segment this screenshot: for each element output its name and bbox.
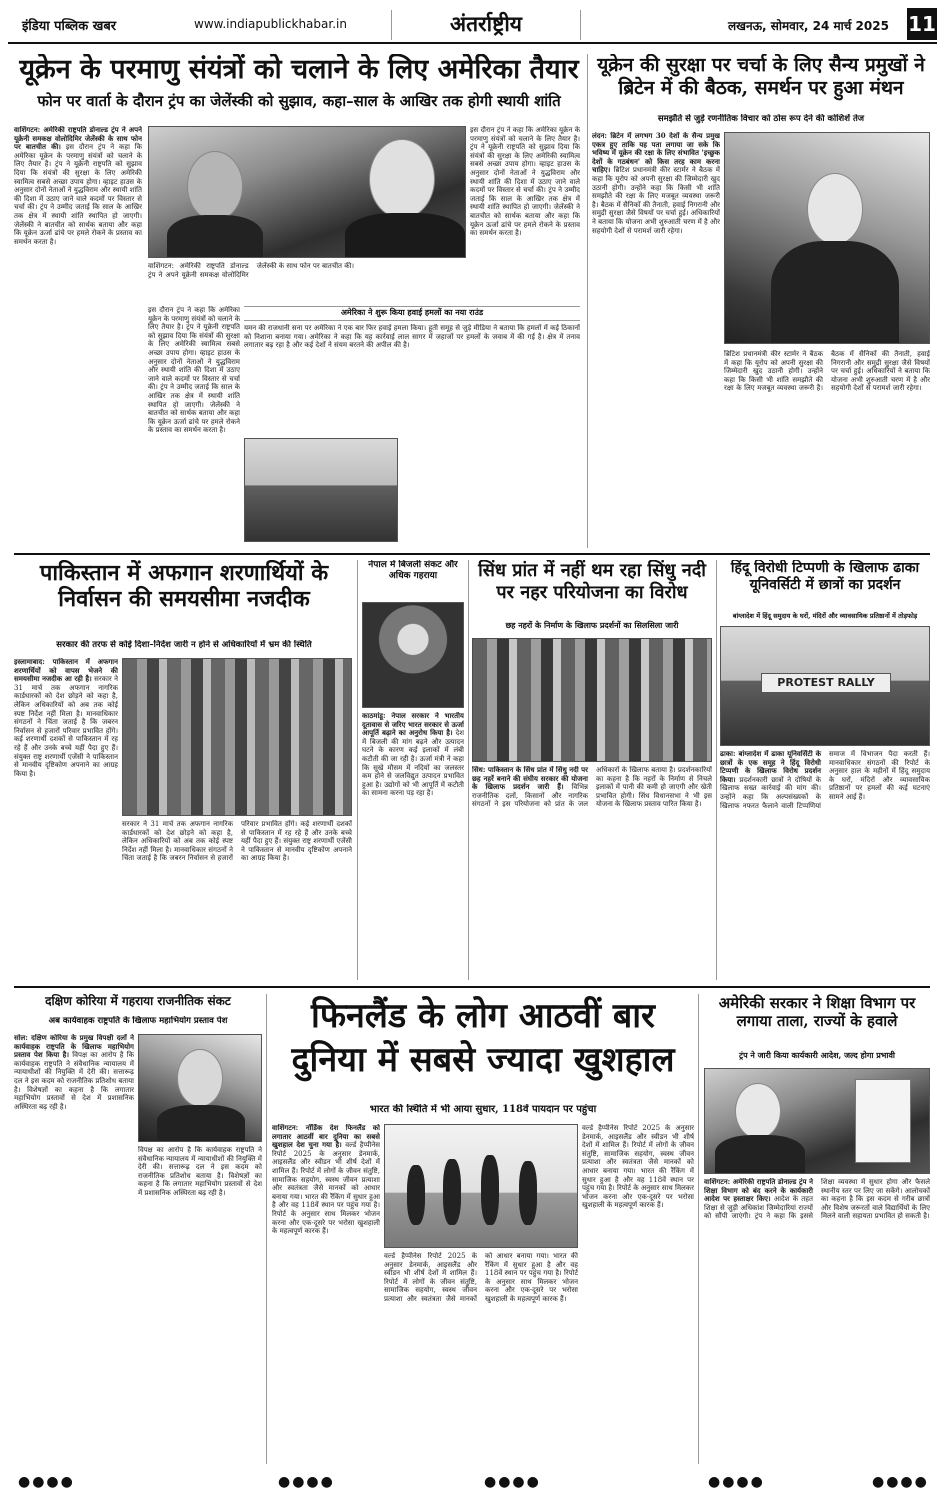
footer-dots-3: ●●●● [484,1474,541,1490]
story6-text [720,750,930,980]
story8-text-under-photo [384,1252,578,1464]
story5-header [472,560,712,618]
story3-lead: इस्लामाबाद: पाकिस्तान में अफगान शरणार्थियों को वापस भेजने की समयसीमा नजदीक आ रही है। [14,658,118,684]
story7-text-col [14,1034,134,1464]
story3-subhead: सरकार की तरफ से कोई दिशा–निर्देश जारी न होने से अधिकारियों में भ्रम की स्थिति [56,640,312,650]
story6-lead: ढाका: बांग्लादेश में ढाका यूनिवर्सिटी के छात्रों के एक समूह ने हिंदू विरोधी टिप्पणी के खिलाफ विरोध प्रदर्शन किया। [720,750,821,784]
footer-dots-2: ●●●● [278,1474,335,1490]
story7-body-cont: विपक्ष का आरोप है कि कार्यवाहक राष्ट्रपति ने संवैधानिक न्यायालय में न्यायाधीशों की नियुक्ति में देरी की। सत्तारूढ़ दल ने इस कदम को राजनीतिक प्रतिशोध बताया है। विशेषज्ञों का कहना है कि लगातार महाभियोग प्रस्तावों से देश में प्रशासनिक अस्थिरता बढ़ रही है। [138,1146,262,1197]
dateline: लखनऊ, सोमवार, 24 मार्च 2025 [728,19,889,33]
divider-h-2 [14,986,930,988]
inset1-photo [244,438,398,542]
story6-photo [720,626,930,746]
story1-text-under-photo [148,262,466,302]
divider-v-mid-2 [468,560,469,980]
story1-body-under: वाशिंगटन: अमेरिकी राष्ट्रपति डोनाल्ड ट्रंप ने अपने यूक्रेनी समकक्ष वोलोदिमिर जेलेंस्की के साथ फोन पर बातचीत की। [148,262,355,279]
story2-text-col [592,132,720,546]
footer-dots-4: ●●●● [708,1474,765,1490]
photo-person-2 [443,1159,461,1225]
footer-dots-1: ●●●● [18,1474,75,1490]
story3-photo [122,658,352,816]
photo-signed-order [855,1079,911,1163]
story3-body: सरकार ने 31 मार्च तक अफगान नागरिक कार्डधारकों को देश छोड़ने को कहा है, लेकिन अधिकारियों को अब तक कोई स्पष्ट निर्देश नहीं मिला है। मानवाधिकार संगठनों ने चिंता जताई है कि जबरन निर्वासन से हजारों परिवार प्रभावित होंगे। कई शरणार्थी दशकों से पाकिस्तान में रह रहे हैं और उनके बच्चे यहीं पैदा हुए हैं। संयुक्त राष्ट्र शरणार्थी एजेंसी ने पाकिस्तान से मानवीय दृष्टिकोण अपनाने का आग्रह किया है। [14,675,118,778]
photo-president-body [715,1135,805,1174]
story1-text-col-3 [148,306,240,546]
story1-lead: वाशिंगटन: अमेरिकी राष्ट्रपति डोनाल्ड ट्रंप ने अपने यूक्रेनी समकक्ष वोलोदिमिर जेलेंस्की के साथ फोन पर बातचीत की। [14,126,142,152]
website-link[interactable]: www.indiapublickhabar.in [194,17,347,31]
story1-text-col [14,126,142,546]
page-header [8,6,937,44]
story1-body: इस दौरान ट्रंप ने कहा कि अमेरिका यूक्रेन के परमाणु संयंत्रों को चलाने के लिए तैयार है। ट्रंप ने यूक्रेनी राष्ट्रपति को सुझाव दिया कि संयंत्रों की सुरक्षा के लिए अमेरिकी स्वामित्व सबसे अच्छा उपाय होगा। व्हाइट हाउस के अनुसार दोनों नेताओं ने युद्धविराम और स्थायी शांति की दिशा में उठाए जाने वाले कदमों पर विस्तार से चर्चा की। ट्रंप ने उम्मीद जताई कि साल के आखिर तक क्षेत्र में स्थायी शांति स्थापित हो जाएगी। जेलेंस्की ने बातचीत को सार्थक बताया और कहा कि यूक्रेन ऊर्जा ढांचे पर हमले रोकने के प्रस्ताव का समर्थन करता है। [14,143,142,246]
story4-text-col [362,712,464,980]
photo-figure-left [187,151,243,221]
story8-photo [384,1124,578,1248]
inset1 [244,306,580,548]
story7-lead: सोल: दक्षिण कोरिया के प्रमुख विपक्षी दलों ने कार्यवाहक राष्ट्रपति के खिलाफ महाभियोग प्रस्ताव पेश किया है। [14,1034,134,1060]
story9-body: आदेश के तहत शिक्षा से जुड़ी अधिकांश जिम्मेदारियां राज्यों को सौंपी जाएंगी। ट्रंप ने कहा कि इससे शिक्षा व्यवस्था में सुधार होगा और फैसले स्थानीय स्तर पर लिए जा सकेंगे। आलोचकों का कहना है कि इस कदम से गरीब छात्रों और विशेष जरूरतों वाले विद्यार्थियों के लिए मिलने वाली सहायता प्रभावित हो सकती है। [704,1178,930,1221]
story3-headline: पाकिस्तान में अफगान शरणार्थियों के निर्वासन की समयसीमा नजदीक [39,560,329,613]
story4-photo [362,602,464,708]
story1-photo [148,126,466,258]
story4-body: देश में बिजली की मांग बढ़ने और उत्पादन घटने के कारण कई इलाकों में लंबी कटौती की जा रही है। ऊर्जा मंत्री ने कहा कि सूखे मौसम में नदियों का जलस्तर कम होने से जलविद्युत उत्पादन प्रभावित हुआ है। उद्योगों को भी आपूर्ति में कटौती का सामना करना पड़ रहा है। [362,729,464,798]
inset1-body: यमन की राजधानी सना पर अमेरिका ने एक बार फिर हवाई हमला किया। हूती समूह से जुड़े मीडिया ने बताया कि हमलों में कई ठिकानों को निशाना बनाया गया। अमेरिका ने कहा कि यह कार्रवाई लाल सागर में जहाजों पर हमलों के जवाब में की गई है। क्षेत्र में तनाव लगातार बढ़ रहा है और कई देशों ने संयम बरतने की अपील की है। [244,324,580,350]
story9-headline: अमेरिकी सरकार ने शिक्षा विभाग पर लगाया ताला, राज्यों के हवाले [718,994,916,1030]
story1-headline: यूक्रेन के परमाणु संयंत्रों को चलाने के लिए अमेरिका तैयार [19,54,579,85]
divider-v-top [587,54,588,548]
story3-text-col [14,658,118,980]
photo-figure-right-body [345,213,465,258]
story7-header [14,994,262,1014]
story2-text-under-photo [724,350,930,546]
photo-president [735,1083,781,1139]
story8-body-cont: वर्ल्ड हैप्पीनेस रिपोर्ट 2025 के अनुसार डेनमार्क, आइसलैंड और स्वीडन भी शीर्ष देशों में शामिल हैं। रिपोर्ट में लोगों के जीवन संतुष्टि, सामाजिक सहयोग, स्वस्थ जीवन प्रत्याशा और स्वतंत्रता जैसे मानकों को आधार बनाया गया। भारत की रैंकिंग में सुधार हुआ है और वह 118वें स्थान पर पहुंच गया है। रिपोर्ट के अनुसार साथ मिलकर भोजन करना और एक-दूसरे पर भरोसा खुशहाली के महत्वपूर्ण कारक हैं। [384,1252,578,1303]
story9-text [704,1178,930,1464]
story6-body: प्रदर्शनकारी छात्रों ने दोषियों के खिलाफ सख्त कार्रवाई की मांग की। उन्होंने कहा कि अल्पसंख्यकों के खिलाफ नफरत फैलाने वाली टिप्पणियां समाज में विभाजन पैदा करती हैं। मानवाधिकार संगठनों की रिपोर्ट के अनुसार हाल के महीनों में हिंदू समुदाय के घरों, मंदिरों और व्यावसायिक प्रतिष्ठानों पर हमलों की कई घटनाएं सामने आई हैं। [720,750,930,810]
story2-body-cont: ब्रिटिश प्रधानमंत्री कीर स्टार्मर ने बैठक में कहा कि यूरोप को अपनी सुरक्षा की जिम्मेदारी खुद उठानी होगी। उन्होंने कहा कि किसी भी शांति समझौते की रक्षा के लिए मजबूत व्यवस्था जरूरी है। बैठक में सैनिकों की तैनाती, हवाई निगरानी और समुद्री सुरक्षा जैसे विषयों पर चर्चा हुई। अधिकारियों ने बताया कि योजना अभी शुरुआती चरण में है और सहयोगी देशों से परामर्श जारी रहेगा। [724,350,930,393]
story7-subhead: अब कार्यवाहक राष्ट्रपति के खिलाफ महाभियोग प्रस्ताव पेश [48,1016,228,1026]
footer-dots-5: ●●●● [872,1474,929,1490]
story6-subhead: बांग्लादेश में हिंदू समुदाय के घरों, मंदिरों और व्यावसायिक प्रतिष्ठानों में तोड़फोड़ [732,612,918,620]
paper-name: इंडिया पब्लिक खबर [22,19,117,34]
inset1-title: अमेरिका ने शुरू किया हवाई हमलों का नया राउंड [244,307,580,321]
section-title: अंतर्राष्ट्रीय [391,10,581,40]
story4-headline: नेपाल में बिजली संकट और अधिक गहराया [368,560,458,581]
protest-banner: PROTEST RALLY [761,673,891,693]
photo-official-body [157,1105,245,1142]
story2-photo [724,132,930,344]
story9-photo [704,1068,930,1174]
page-number: 11 [907,8,937,40]
divider-v-bot-1 [266,994,267,1464]
photo-person-1 [407,1165,425,1225]
story7-text-col-2 [138,1146,262,1464]
photo-official [177,1049,223,1107]
story8-subhead: भारत की स्थिति में भी आया सुधार, 118वें पायदान पर पहुंचा [369,1104,597,1115]
story8-header [272,994,694,1100]
story3-header [14,560,354,638]
story7-headline: दक्षिण कोरिया में गहराया राजनीतिक संकट [45,994,231,1008]
story8-lead: वाशिंगटन: नॉर्डिक देश फिनलैंड को लगातार आठवीं बार दुनिया का सबसे खुशहाल देश चुना गया है। [272,1124,380,1150]
story5-body: विभिन्न राजनीतिक दलों, किसानों और नागरिक संगठनों ने इस परियोजना को प्रांत के जल अधिकारों के खिलाफ बताया है। प्रदर्शनकारियों का कहना है कि नहरों के निर्माण से निचले इलाकों में पानी की कमी हो जाएगी और खेती प्रभावित होगी। सिंध विधानसभा ने भी इस योजना के खिलाफ प्रस्ताव पारित किया है। [472,766,712,809]
story8-text-col-right [582,1124,694,1464]
story6-header [720,560,930,614]
divider-h-1 [14,553,930,555]
story4-lead: काठमांडू: नेपाल सरकार ने भारतीय दूतावास से जरिए भारत सरकार से ऊर्जा आपूर्ति बढ़ाने का अनुरोध किया है। [362,712,464,738]
story5-subhead: छह नहरों के निर्माण के खिलाफ प्रदर्शनों का सिलसिला जारी [505,620,679,630]
photo-speaker [807,173,863,245]
story1-header [14,54,584,120]
story5-lead: सिंध: पाकिस्तान के सिंध प्रांत में सिंधु नदी पर छह नहरें बनाने की संघीय सरकार की योजना के खिलाफ प्रदर्शन जारी हैं। [472,766,588,792]
story3-body-cont: सरकार ने 31 मार्च तक अफगान नागरिक कार्डधारकों को देश छोड़ने को कहा है, लेकिन अधिकारियों को अब तक कोई स्पष्ट निर्देश नहीं मिला है। मानवाधिकार संगठनों ने चिंता जताई है कि जबरन निर्वासन से हजारों परिवार प्रभावित होंगे। कई शरणार्थी दशकों से पाकिस्तान में रह रहे हैं और उनके बच्चे यहीं पैदा हुए हैं। संयुक्त राष्ट्र शरणार्थी एजेंसी ने पाकिस्तान से मानवीय दृष्टिकोण अपनाने का आग्रह किया है। [122,820,352,863]
photo-person-3 [481,1155,499,1225]
story5-photo [472,638,712,762]
story1-body-cont: इस दौरान ट्रंप ने कहा कि अमेरिका यूक्रेन के परमाणु संयंत्रों को चलाने के लिए तैयार है। ट्रंप ने यूक्रेनी राष्ट्रपति को सुझाव दिया कि संयंत्रों की सुरक्षा के लिए अमेरिकी स्वामित्व सबसे अच्छा उपाय होगा। व्हाइट हाउस के अनुसार दोनों नेताओं ने युद्धविराम और स्थायी शांति की दिशा में उठाए जाने वाले कदमों पर विस्तार से चर्चा की। ट्रंप ने उम्मीद जताई कि साल के आखिर तक क्षेत्र में स्थायी शांति स्थापित हो जाएगी। जेलेंस्की ने बातचीत को सार्थक बताया और कहा कि यूक्रेन ऊर्जा ढांचे पर हमले रोकने के प्रस्ताव का समर्थन करता है। [470,126,580,238]
story6-headline: हिंदू विरोधी टिप्पणी के खिलाफ ढाका यूनिवर्सिटी में छात्रों का प्रदर्शन [730,560,920,593]
story1-body-col3: इस दौरान ट्रंप ने कहा कि अमेरिका यूक्रेन के परमाणु संयंत्रों को चलाने के लिए तैयार है। ट्रंप ने यूक्रेनी राष्ट्रपति को सुझाव दिया कि संयंत्रों की सुरक्षा के लिए अमेरिकी स्वामित्व सबसे अच्छा उपाय होगा। व्हाइट हाउस के अनुसार दोनों नेताओं ने युद्धविराम और स्थायी शांति की दिशा में उठाए जाने वाले कदमों पर विस्तार से चर्चा की। ट्रंप ने उम्मीद जताई कि साल के आखिर तक क्षेत्र में स्थायी शांति स्थापित हो जाएगी। जेलेंस्की ने बातचीत को सार्थक बताया और कहा कि यूक्रेन ऊर्जा ढांचे पर हमले रोकने के प्रस्ताव का समर्थन करता है। [148,306,240,435]
photo-figure-left-body [167,215,263,258]
photo-person-4 [519,1161,537,1225]
photo-figure-right [369,139,435,219]
story3-text-under-photo [122,820,352,980]
story9-subhead: ट्रंप ने जारी किया कार्यकारी आदेश, जल्द होगा प्रभावी [739,1050,895,1060]
divider-v-mid-1 [357,560,358,980]
story2-lead: लंदन: ब्रिटेन में लगभग 30 देशों के सैन्य प्रमुख एकत्र हुए ताकि यह पता लगाया जा सके कि भविष्य में यूक्रेन की रक्षा के लिए संभावित 'इच्छुक देशों के गठबंधन' को किस तरह काम करना चाहिए। [592,132,720,175]
story8-body: वर्ल्ड हैप्पीनेस रिपोर्ट 2025 के अनुसार डेनमार्क, आइसलैंड और स्वीडन भी शीर्ष देशों में शामिल हैं। रिपोर्ट में लोगों के जीवन संतुष्टि, सामाजिक सहयोग, स्वस्थ जीवन प्रत्याशा और स्वतंत्रता जैसे मानकों को आधार बनाया गया। भारत की रैंकिंग में सुधार हुआ है और वह 118वें स्थान पर पहुंच गया है। रिपोर्ट के अनुसार साथ मिलकर भोजन करना और एक-दूसरे पर भरोसा खुशहाली के महत्वपूर्ण कारक हैं। [272,1141,380,1236]
divider-v-mid-3 [716,560,717,980]
story5-text [472,766,712,980]
story9-header [704,994,930,1048]
story4-header [362,560,464,600]
story7-body: विपक्ष का आरोप है कि कार्यवाहक राष्ट्रपति ने संवैधानिक न्यायालय में न्यायाधीशों की नियुक्ति में देरी की। सत्तारूढ़ दल ने इस कदम को राजनीतिक प्रतिशोध बताया है। विशेषज्ञों का कहना है कि लगातार महाभियोग प्रस्तावों से देश में प्रशासनिक अस्थिरता बढ़ रही है। [14,1051,134,1111]
story2-headline: यूक्रेन की सुरक्षा पर चर्चा के लिए सैन्य प्रमुखों ने ब्रिटेन में की बैठक, समर्थन पर हुआ मंथन [597,54,925,99]
story5-headline: सिंध प्रांत में नहीं थम रहा सिंधु नदी पर नहर परियोजना का विरोध [478,560,706,603]
story2-body: ब्रिटिश प्रधानमंत्री कीर स्टार्मर ने बैठक में कहा कि यूरोप को अपनी सुरक्षा की जिम्मेदारी खुद उठानी होगी। उन्होंने कहा कि किसी भी शांति समझौते की रक्षा के लिए मजबूत व्यवस्था जरूरी है। बैठक में सैनिकों की तैनाती, हवाई निगरानी और समुद्री सुरक्षा जैसे विषयों पर चर्चा हुई। अधिकारियों ने बताया कि योजना अभी शुरुआती चरण में है और सहयोगी देशों से परामर्श जारी रहेगा। [592,166,720,235]
story1-subhead: फोन पर वार्ता के दौरान ट्रंप का जेलेंस्की को सुझाव, कहा–साल के आखिर तक होगी स्थायी शांति [37,92,561,111]
story8-headline: फिनलैंड के लोग आठवीं बार दुनिया में सबसे ज्यादा खुशहाल [291,996,675,1081]
story2-header [592,54,930,120]
photo-speaker-body [771,241,899,344]
divider-v-bot-2 [698,994,699,1464]
story8-body-right: वर्ल्ड हैप्पीनेस रिपोर्ट 2025 के अनुसार डेनमार्क, आइसलैंड और स्वीडन भी शीर्ष देशों में शामिल हैं। रिपोर्ट में लोगों के जीवन संतुष्टि, सामाजिक सहयोग, स्वस्थ जीवन प्रत्याशा और स्वतंत्रता जैसे मानकों को आधार बनाया गया। भारत की रैंकिंग में सुधार हुआ है और वह 118वें स्थान पर पहुंच गया है। रिपोर्ट के अनुसार साथ मिलकर भोजन करना और एक-दूसरे पर भरोसा खुशहाली के महत्वपूर्ण कारक हैं। [582,1124,694,1210]
story2-subhead: समझौते से जुड़े रणनीतिक विचार को ठोस रूप देने की कोशिशें तेज [657,114,865,124]
story1-text-col-right [470,126,580,286]
story8-text-col [272,1124,380,1464]
story7-photo [138,1034,262,1142]
story9-lead: वाशिंगटन: अमेरिकी राष्ट्रपति डोनाल्ड ट्रंप ने शिक्षा विभाग को बंद करने के कार्यकारी आदेश पर हस्ताक्षर किए। [704,1178,813,1204]
